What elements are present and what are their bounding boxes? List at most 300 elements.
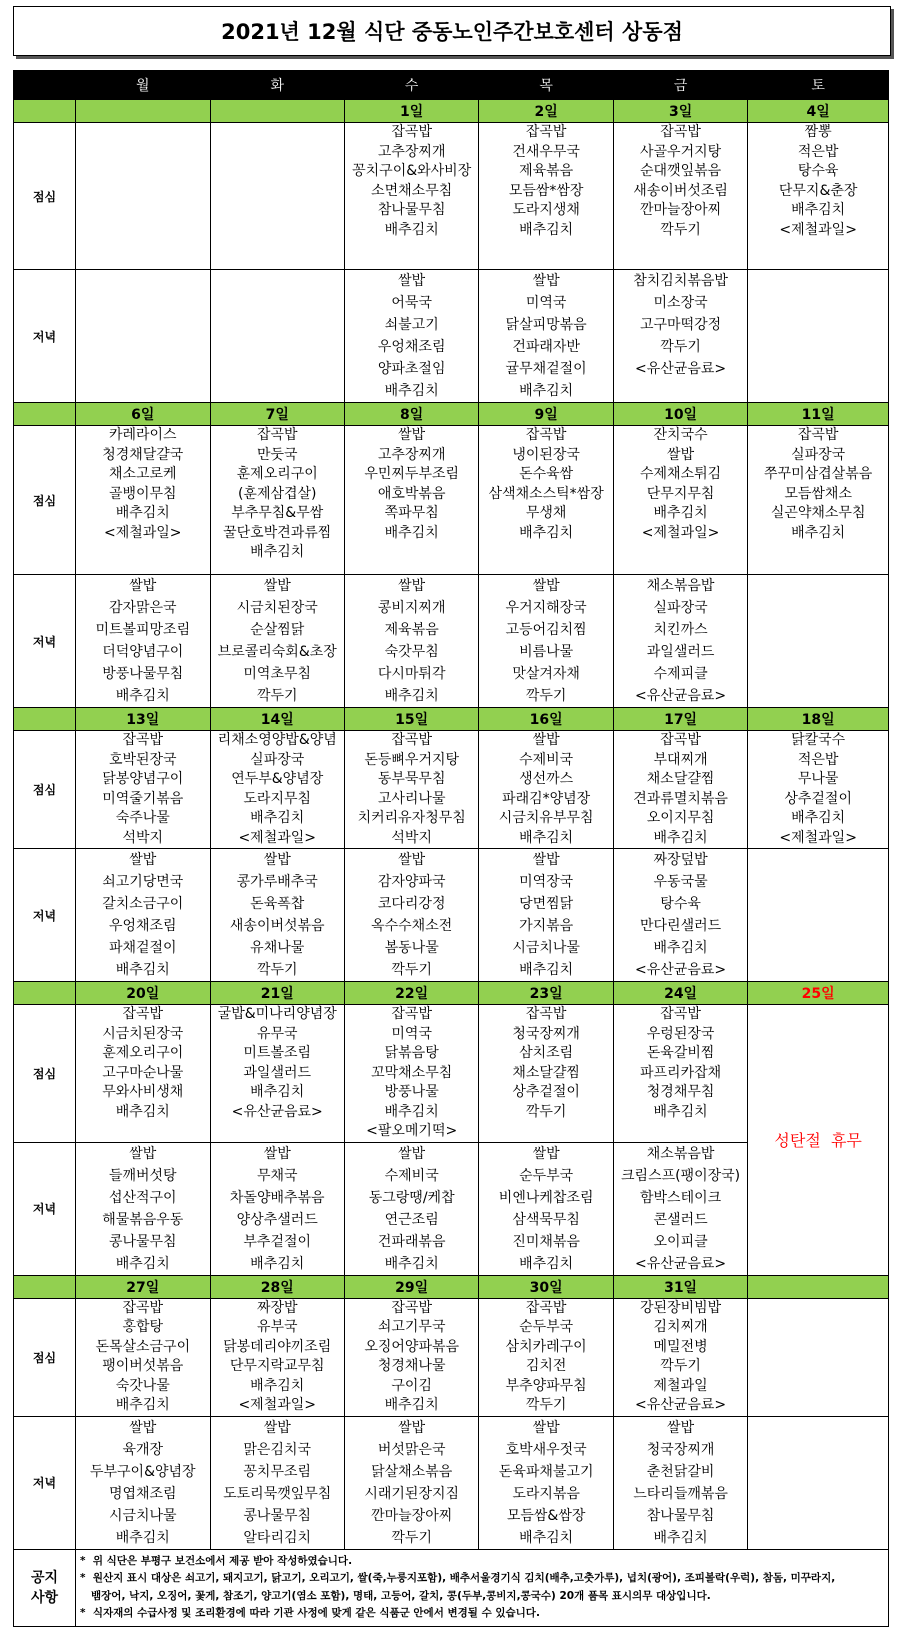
dinner-label: 저녁	[14, 270, 76, 403]
menu-item: 순대깻잎볶음	[640, 163, 722, 179]
dinner-menu-cell	[479, 1142, 613, 1275]
date-cell: 23일	[479, 982, 613, 1005]
date-corner	[14, 708, 76, 731]
menu-item: 무채국	[256, 1167, 298, 1184]
menu-item: 쌀밥	[263, 852, 291, 868]
date-cell: 16일	[479, 708, 613, 731]
menu-item: 당면찜닭	[519, 896, 574, 912]
menu-item: 짬뽕	[804, 124, 832, 140]
menu-item: 배추김치	[653, 1103, 708, 1120]
menu-item: 파채겉절이	[108, 940, 177, 956]
date-cell: 14일	[210, 708, 344, 731]
menu-item: 배추김치	[384, 688, 439, 704]
menu-item: 배추김치	[791, 810, 846, 826]
menu-item: 감자맑은국	[108, 600, 177, 616]
lunch-menu-cell	[344, 1005, 478, 1143]
menu-item: 잡곡밥	[391, 124, 432, 140]
dinner-menu-cell	[76, 270, 210, 403]
holiday-notice: 성탄절 휴무	[748, 1005, 889, 1276]
menu-item: 느타리들깨볶음	[633, 1485, 728, 1502]
menu-item: 동그랑땡/케찹	[368, 1189, 455, 1206]
menu-item: 실파장국	[791, 446, 846, 463]
lunch-label: 점심	[14, 1005, 76, 1143]
menu-item: 쌀밥	[532, 852, 560, 868]
menu-item: 맛살겨자채	[512, 666, 580, 682]
lunch-row	[14, 731, 889, 849]
menu-item: 깍두기	[660, 339, 701, 355]
menu-item: 쌀밥	[263, 578, 291, 594]
menu-item: 제육볶음	[384, 622, 439, 638]
lunch-row	[14, 1005, 889, 1143]
menu-item: 채소달걀찜	[646, 771, 715, 787]
lunch-menu-cell	[210, 426, 344, 575]
notice-line: * 식자재의 수급사정 및 조리환경에 따라 기관 사정에 맞게 같은 식품군 안에서 변경될 수 있습니다.	[80, 1607, 540, 1619]
menu-item: 냉이된장국	[512, 446, 580, 463]
menu-item: 닭봉데리야끼조림	[223, 1338, 332, 1355]
dinner-label: 저녁	[14, 849, 76, 982]
menu-item: 시금치나물	[108, 1507, 177, 1524]
menu-item: 새송이버섯볶음	[229, 918, 325, 934]
dinner-menu-cell	[613, 1416, 747, 1549]
menu-item: 생선까스	[519, 771, 574, 787]
menu-item: 오징어양파볶음	[364, 1338, 460, 1355]
menu-item: 배추김치	[250, 1255, 305, 1272]
menu-item: 깍두기	[391, 1529, 432, 1546]
date-cell: 30일	[479, 1275, 613, 1298]
menu-item: 쌀밥	[532, 732, 560, 748]
menu-item: 쌀밥	[398, 427, 426, 443]
menu-item: 크림스프(팽이장국)	[621, 1167, 741, 1184]
menu-item: <유산균음료>	[635, 1397, 727, 1413]
menu-item: 쌀밥	[667, 446, 695, 463]
menu-item: 쇠고기당면국	[102, 874, 184, 890]
menu-item: 닭칼국수	[791, 732, 846, 748]
lunch-menu-cell	[479, 1298, 613, 1416]
menu-item: 김치찌개	[653, 1319, 708, 1335]
menu-item: 배추김치	[519, 829, 574, 846]
menu-item: 배추김치	[791, 202, 846, 218]
menu-item: 도라지생채	[512, 202, 580, 218]
menu-item: 우엉채조림	[377, 339, 446, 355]
menu-item: 고구마순나물	[102, 1064, 184, 1081]
date-cell: 3일	[613, 100, 747, 123]
notice-line: * 위 식단은 부평구 보건소에서 제공 받아 작성하였습니다.	[80, 1554, 353, 1567]
menu-item: 유무국	[256, 1025, 298, 1042]
menu-item: 실파장국	[250, 751, 305, 768]
menu-item: 돈목살소금구이	[95, 1338, 191, 1355]
menu-item: 배추김치	[519, 524, 574, 541]
menu-item: 만다린샐러드	[640, 918, 722, 934]
menu-item: 쌀밥	[263, 1419, 291, 1436]
menu-item: 소면채소무침	[371, 182, 453, 199]
menu-item: 쌀밥	[129, 852, 157, 868]
menu-item: 배추김치	[115, 688, 170, 704]
menu-item: 미소장국	[653, 295, 708, 311]
menu-item: 우동국물	[653, 874, 708, 890]
menu-item: 참나물무침	[377, 202, 446, 218]
menu-item: <유산균음료>	[635, 688, 727, 704]
menu-item: 도토리묵깻잎무침	[223, 1485, 332, 1502]
menu-item: 실파장국	[653, 600, 708, 616]
dinner-menu-cell	[344, 1416, 478, 1549]
date-cell: 27일	[76, 1275, 210, 1298]
weekday-header: 수	[344, 71, 478, 100]
notice-row	[14, 1549, 889, 1626]
menu-item: 깍두기	[256, 962, 298, 978]
menu-item: 상추겉절이	[784, 790, 852, 807]
menu-item: 꿀단호박견과류찜	[223, 524, 332, 541]
menu-item: 호박된장국	[108, 751, 177, 768]
menu-item: 모듬쌈&쌈장	[506, 1507, 586, 1524]
menu-item: 미역장국	[519, 874, 574, 890]
menu-item: 꼬막채소무침	[371, 1064, 453, 1081]
dinner-menu-cell	[210, 849, 344, 982]
lunch-menu-cell	[344, 731, 478, 849]
menu-item: 배추김치	[115, 1529, 170, 1546]
dinner-menu-cell	[613, 849, 747, 982]
lunch-menu-cell	[613, 731, 747, 849]
menu-item: 어묵국	[391, 295, 432, 311]
menu-item: 순두부국	[519, 1167, 574, 1184]
menu-item: 진미채볶음	[512, 1233, 580, 1250]
dinner-menu-cell	[210, 270, 344, 403]
lunch-menu-cell	[748, 731, 889, 849]
lunch-menu-cell	[748, 426, 889, 575]
menu-item: 강된장비빔밥	[640, 1299, 722, 1316]
lunch-menu-cell	[479, 1005, 613, 1143]
menu-item: 부추무침&무쌈	[231, 505, 324, 521]
menu-item: <유산균음료>	[635, 1255, 727, 1272]
menu-item: 콩가루배추국	[236, 874, 318, 890]
dinner-menu-cell	[344, 1142, 478, 1275]
date-corner	[14, 1275, 76, 1298]
menu-item: 깍두기	[256, 688, 298, 704]
menu-item: 차돌양배추볶음	[229, 1189, 325, 1206]
date-cell: 7일	[210, 403, 344, 426]
lunch-label: 점심	[14, 426, 76, 575]
menu-item: 배추김치	[115, 1255, 170, 1272]
menu-item: 호박새우젓국	[505, 1441, 587, 1458]
notice-text	[76, 1549, 889, 1626]
weekday-header-row	[14, 71, 889, 100]
menu-item: <유산균음료>	[231, 1103, 323, 1120]
menu-item: 배추김치	[115, 1397, 170, 1413]
menu-item: 김치전	[525, 1358, 567, 1374]
menu-item: 과일샐러드	[646, 644, 715, 660]
menu-item: 쇠고기무국	[377, 1319, 446, 1335]
date-cell	[210, 100, 344, 123]
menu-item: 시금치유부무침	[498, 810, 594, 826]
menu-item: 알타리김치	[243, 1529, 312, 1546]
menu-item: 배추김치	[384, 221, 439, 238]
menu-item: 배추김치	[791, 524, 846, 541]
menu-item: 쌀밥	[129, 578, 157, 594]
menu-item: 무생채	[525, 505, 567, 521]
menu-item: 쭈꾸미삼겹살볶음	[764, 466, 873, 482]
lunch-menu-cell	[748, 1298, 889, 1416]
lunch-menu-cell	[344, 123, 478, 270]
dinner-menu-cell	[748, 270, 889, 403]
menu-item: 배추김치	[115, 505, 170, 521]
menu-item: 다시마튀각	[377, 666, 446, 682]
menu-item: 순살찜닭	[250, 622, 305, 638]
date-cell: 22일	[344, 982, 478, 1005]
menu-item: 고구마떡강정	[640, 317, 722, 333]
menu-item: 구이김	[391, 1377, 432, 1394]
menu-item: 채소달걀찜	[512, 1064, 580, 1081]
menu-item: 골뱅이무침	[108, 485, 177, 502]
dinner-menu-cell	[748, 575, 889, 708]
menu-item: 시금치된장국	[102, 1025, 184, 1042]
menu-item: 채소고로케	[108, 466, 177, 482]
menu-item: 잡곡밥	[391, 1006, 432, 1022]
menu-item: 미역줄기볶음	[102, 790, 184, 807]
menu-item: 춘천닭갈비	[646, 1463, 715, 1480]
menu-item: 돈육갈비찜	[646, 1045, 715, 1061]
date-cell: 29일	[344, 1275, 478, 1298]
dinner-menu-cell	[210, 575, 344, 708]
menu-item: 청국장찌개	[646, 1441, 715, 1458]
menu-item: 배추김치	[519, 1255, 574, 1272]
date-cell: 11일	[748, 403, 889, 426]
menu-item: 양상추샐러드	[236, 1211, 318, 1228]
lunch-menu-cell	[76, 731, 210, 849]
menu-item: 배추김치	[115, 1103, 170, 1120]
menu-item: 우엉채조림	[108, 918, 177, 934]
menu-item: 단무지락교무침	[229, 1358, 325, 1374]
lunch-menu-cell	[344, 1298, 478, 1416]
menu-item: 적은밥	[797, 751, 839, 768]
menu-item: 비엔나케찹조림	[498, 1189, 594, 1206]
menu-item: 닭살피망볶음	[505, 317, 587, 333]
menu-item: 두부구이&양념장	[89, 1463, 196, 1480]
menu-item: <유산균음료>	[635, 962, 727, 978]
menu-item: 깐마늘장아찌	[371, 1507, 453, 1524]
menu-item: 고등어김치찜	[505, 622, 587, 638]
menu-item: 쌀밥	[398, 1145, 426, 1162]
menu-item: <제철과일>	[779, 221, 857, 238]
menu-item: 무와사비생채	[102, 1084, 184, 1100]
menu-item: 옥수수채소전	[371, 918, 453, 934]
dinner-menu-cell	[76, 1416, 210, 1549]
menu-item: 쌀밥	[398, 1419, 426, 1436]
dinner-menu-cell	[76, 1142, 210, 1275]
menu-item: 배추김치	[519, 383, 574, 399]
dinner-label: 저녁	[14, 1142, 76, 1275]
menu-item: 청국장찌개	[512, 1025, 580, 1042]
menu-item: 쪽파무침	[384, 505, 439, 521]
lunch-menu-cell	[748, 123, 889, 270]
menu-item: 참나물무침	[646, 1507, 715, 1524]
menu-item: 배추김치	[250, 1377, 305, 1394]
dinner-menu-cell	[613, 575, 747, 708]
menu-item: 깐마늘장아찌	[640, 202, 722, 218]
menu-title: 2021년 12월 식단 중동노인주간보호센터 상동점	[13, 6, 891, 56]
dinner-row	[14, 270, 889, 403]
menu-item: (훈제삼겹살)	[237, 485, 317, 502]
menu-item: 석박지	[122, 829, 164, 846]
lunch-menu-cell	[210, 1005, 344, 1143]
weekday-header: 금	[613, 71, 747, 100]
lunch-row	[14, 1298, 889, 1416]
menu-item: 가지볶음	[519, 918, 574, 934]
menu-item: 모듬쌈*쌈장	[508, 182, 584, 199]
dinner-menu-cell	[479, 849, 613, 982]
menu-item: 배추김치	[653, 940, 708, 956]
menu-item: 제철과일	[653, 1377, 708, 1394]
menu-item: 깍두기	[660, 221, 701, 238]
dinner-menu-cell	[479, 575, 613, 708]
menu-item: <제철과일>	[103, 524, 182, 541]
menu-item: 잡곡밥	[391, 1299, 432, 1316]
lunch-menu-cell	[210, 123, 344, 270]
menu-item: 배추김치	[384, 1397, 439, 1413]
dinner-menu-cell	[210, 1416, 344, 1549]
date-cell: 24일	[613, 982, 747, 1005]
menu-item: 오이지무침	[646, 810, 715, 826]
date-cell	[748, 1275, 889, 1298]
menu-item: 새송이버섯조림	[633, 182, 728, 199]
date-row	[14, 1275, 889, 1298]
menu-item: 연근조림	[384, 1211, 439, 1228]
lunch-menu-cell	[479, 731, 613, 849]
dinner-menu-cell	[613, 270, 747, 403]
date-cell: 8일	[344, 403, 478, 426]
menu-item: 건새우무국	[512, 143, 580, 160]
menu-item: 오이피클	[653, 1233, 708, 1250]
menu-item: 미트볼조림	[243, 1045, 312, 1061]
menu-item: 명엽채조림	[108, 1485, 177, 1502]
date-cell: 25일	[748, 982, 889, 1005]
menu-item: 잡곡밥	[797, 427, 839, 443]
date-row	[14, 100, 889, 123]
lunch-menu-cell	[210, 1298, 344, 1416]
menu-item: 배추김치	[519, 962, 574, 978]
lunch-menu-cell	[76, 1298, 210, 1416]
menu-item: 잡곡밥	[660, 1006, 701, 1022]
dinner-row	[14, 575, 889, 708]
menu-item: 깍두기	[525, 688, 567, 704]
menu-item: 고사리나물	[377, 790, 446, 807]
menu-item: 꽁치무조림	[243, 1463, 312, 1480]
menu-item: 잡곡밥	[122, 1299, 164, 1316]
menu-item: 모듬쌈채소	[784, 485, 852, 502]
lunch-menu-cell	[76, 123, 210, 270]
menu-item: 파프리카잡채	[640, 1064, 722, 1081]
menu-item: 갈치소금구이	[102, 896, 184, 912]
menu-item: 무나물	[797, 771, 839, 787]
menu-item: <제철과일>	[238, 1397, 316, 1413]
menu-item: 잡곡밥	[525, 1006, 567, 1022]
menu-item: 양파초절임	[377, 361, 446, 377]
menu-item: 숙주나물	[115, 810, 170, 826]
weekday-header: 월	[76, 71, 210, 100]
header-corner	[14, 71, 76, 100]
menu-item: 고추장찌개	[377, 446, 446, 463]
menu-item: 잡곡밥	[122, 1006, 164, 1022]
menu-item: 잡곡밥	[660, 124, 701, 140]
menu-item: <제철과일>	[641, 524, 720, 541]
lunch-menu-cell	[613, 426, 747, 575]
menu-item: 미역초무침	[243, 666, 312, 682]
dinner-menu-cell	[210, 1142, 344, 1275]
menu-item: 쌀밥	[263, 1145, 291, 1162]
menu-item: 꽁치구이&와사비장	[352, 163, 472, 179]
menu-item: 깍두기	[660, 1358, 701, 1374]
lunch-row	[14, 426, 889, 575]
date-corner	[14, 403, 76, 426]
menu-item: 단무지&춘장	[778, 182, 858, 199]
date-cell	[76, 100, 210, 123]
date-row	[14, 982, 889, 1005]
menu-item: 방풍나물무침	[102, 666, 184, 682]
menu-item: 육개장	[122, 1441, 164, 1458]
menu-item: 섭산적구이	[108, 1189, 177, 1206]
menu-item: 애호박볶음	[377, 485, 446, 502]
menu-item: 청경채달걀국	[102, 446, 184, 463]
date-cell: 15일	[344, 708, 478, 731]
menu-item: 시금치나물	[512, 940, 580, 956]
menu-item: 삼색채소스틱*쌈장	[488, 485, 604, 502]
menu-item: 콩나물무침	[243, 1507, 312, 1524]
menu-item: 참치김치볶음밥	[633, 273, 728, 289]
menu-item: 제육볶음	[519, 163, 574, 179]
lunch-label: 점심	[14, 123, 76, 270]
date-cell: 2일	[479, 100, 613, 123]
menu-item: 연두부&양념장	[231, 771, 324, 787]
lunch-menu-cell	[613, 1005, 747, 1143]
date-cell: 18일	[748, 708, 889, 731]
menu-item: 리채소영양밥&양념	[217, 732, 337, 748]
dinner-menu-cell	[344, 270, 478, 403]
dinner-menu-cell	[613, 1142, 747, 1275]
date-cell: 28일	[210, 1275, 344, 1298]
menu-item: 유부국	[256, 1319, 298, 1335]
menu-item: 배추김치	[653, 829, 708, 846]
date-cell: 4일	[748, 100, 889, 123]
menu-item: 우거지해장국	[505, 600, 587, 616]
menu-item: 배추김치	[250, 1084, 305, 1100]
menu-item: 석박지	[391, 829, 432, 846]
menu-item: 배추김치	[384, 1255, 439, 1272]
menu-item: 채소볶음밥	[646, 578, 715, 594]
menu-item: 치커리유자청무침	[357, 810, 466, 826]
menu-item: 건파래자반	[512, 339, 580, 355]
date-cell: 1일	[344, 100, 478, 123]
lunch-menu-cell	[210, 731, 344, 849]
menu-item: 적은밥	[797, 143, 839, 160]
dinner-menu-cell	[76, 575, 210, 708]
menu-item: 브로콜리숙회&초장	[217, 644, 337, 660]
menu-item: 순두부국	[519, 1319, 574, 1335]
weekday-header: 화	[210, 71, 344, 100]
lunch-menu-cell	[344, 426, 478, 575]
menu-calendar-table	[13, 70, 889, 1627]
menu-item: 돈등뼈우거지탕	[364, 751, 460, 768]
lunch-label: 점심	[14, 1298, 76, 1416]
notice-line: * 원산지 표시 대상은 쇠고기, 돼지고기, 닭고기, 오리고기, 쌀(죽,누룽지포함), 배추서울경기식 김치(배추,고춧가루), 넙치(광어), 조피볼락(우럭), 참돔, 미꾸라지,	[80, 1572, 836, 1584]
lunch-label: 점심	[14, 731, 76, 849]
menu-item: 콩비지찌개	[377, 600, 446, 616]
menu-item: 청경채무침	[646, 1084, 715, 1100]
menu-item: 맑은김치국	[243, 1441, 312, 1458]
menu-item: <제철과일>	[779, 829, 857, 846]
menu-item: 배추김치	[250, 810, 305, 826]
menu-item: 삼치조림	[519, 1045, 574, 1061]
menu-item: 짜장밥	[256, 1299, 298, 1316]
menu-item: 잔치국수	[653, 427, 708, 443]
menu-item: 배추김치	[384, 524, 439, 541]
